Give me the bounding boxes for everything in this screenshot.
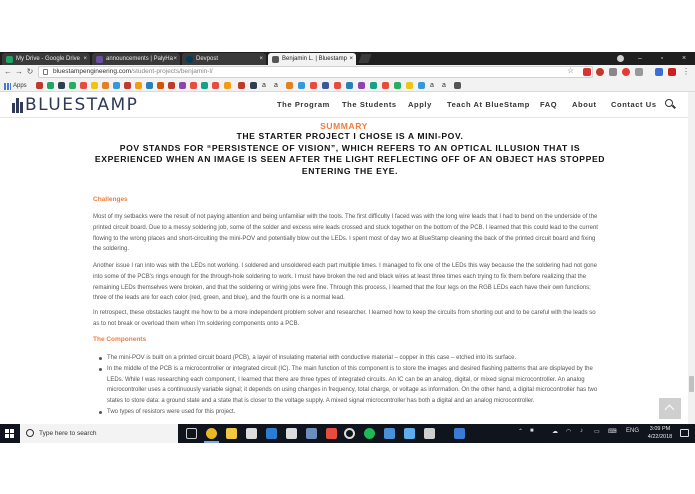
close-tab-icon[interactable]: × [349,56,353,62]
clock-time: 3:09 PM [649,426,671,432]
bookmark-icon[interactable] [310,82,317,89]
extension-icon[interactable] [655,68,663,76]
challenges-paragraph: Another issue I ran into was with the LEDs not working. I soldered and unsoldered each part multiple times. I managed to fix one of the LEDs this way because the the soldering had not gone into some of the PCB's rings enough for the through-hole soldering to work. I must have broken the red and black wires at least three times each trying to fix them before realizing that the remaining LEDs themselves were broken, and that the soldering or wiring jobs were fine. Through this process, I learned that the four legs on the RGB LEDs each have their own functions; three of the leads are for each color (red, green, and blue), and the fourth one is a normal lead. [93,263,597,302]
wifi-icon[interactable]: ◠ [566,429,572,435]
site-header [0,92,695,118]
google-drive-icon [6,56,13,63]
scrollbar-thumb[interactable] [689,376,694,392]
menu-dots-icon[interactable]: ⋮ [682,67,690,76]
bookmark-icon[interactable] [212,82,219,89]
app-icon[interactable] [454,428,465,439]
extension-icon[interactable] [583,68,591,76]
system-clock[interactable] [645,425,675,441]
nav-the-students[interactable]: The Students [342,100,397,109]
new-tab-button[interactable] [358,54,371,63]
logo-text: BLUESTAMP [25,95,139,115]
bookmark-icon[interactable] [370,82,377,89]
bookmarks-bar [0,80,695,92]
tab-bluestamp[interactable] [268,53,356,65]
minimize-button[interactable]: – [638,55,642,62]
nav-the-program[interactable]: The Program [277,100,330,109]
notifications-icon[interactable] [680,429,689,437]
close-tab-icon[interactable]: × [173,56,177,62]
search-icon[interactable] [665,99,673,107]
bookmark-icon[interactable] [80,82,87,89]
bookmark-icon[interactable] [334,82,341,89]
bookmark-amazon[interactable]: a [274,82,278,89]
bluestamp-logo[interactable] [12,96,138,114]
app-icon[interactable] [306,428,317,439]
bookmark-icon[interactable] [406,82,413,89]
bookmark-icon[interactable] [238,82,245,89]
app-icon[interactable] [326,428,337,439]
bookmark-icon[interactable] [418,82,425,89]
cortana-icon [26,429,34,437]
app-icon[interactable] [286,428,297,439]
bookmark-icon[interactable] [168,82,175,89]
bookmark-icon[interactable] [286,82,293,89]
tab-announcements[interactable] [92,53,180,65]
bookmark-icon[interactable] [146,82,153,89]
bookmark-icon[interactable] [358,82,365,89]
bookmark-icon[interactable] [454,82,461,89]
navigation-row [0,65,695,80]
bookmark-icon[interactable] [250,82,257,89]
bookmark-icon[interactable] [69,82,76,89]
nav-faq[interactable]: FAQ [540,100,558,109]
bookmark-icon[interactable] [47,82,54,89]
app-icon[interactable] [266,428,277,439]
bookmark-icon[interactable] [322,82,329,89]
list-item: The mini-POV is built on a printed circuit board (PCB), a layer of insulating material with conductive material – copper in this case – etched into its surface. [99,353,599,364]
bookmark-icon[interactable] [135,82,142,89]
bookmark-icon[interactable] [298,82,305,89]
bookmark-icon[interactable] [346,82,353,89]
bookmark-icon[interactable] [36,82,43,89]
search-placeholder: Type here to search [39,430,97,437]
summary-label: SUMMARY [320,121,368,131]
close-tab-icon[interactable]: × [83,56,87,62]
components-title: The Components [93,336,147,343]
challenges-paragraph: Most of my setbacks were the result of not paying attention and being unfamiliar with the tools. The first difficulty I faced was with the long wire leads that I had to bend on the underside of the printed circuit board. Due to a messy soldering job, some of the solder and excess wire leads crossed and stuck together on the bottom of the PCB. I learned that this could lead to the current flowing to the wrong places and short-circuiting the mini-POV and potentially blow out the LEDs. I spent most of day two at BlueStamp cleaning the back of the printed circuit board and fixing the soldering. [93,214,598,253]
headline-line: POV STANDS FOR “PERSISTENCE OF VISION”, WHICH REFERS TO AN OPTICAL ILLUSION THAT IS [119,142,581,153]
battery-icon[interactable]: ▭ [594,429,600,435]
devpost-icon [186,56,193,63]
bookmark-amazon[interactable]: a [442,82,446,89]
bluestamp-icon [272,56,279,63]
top-margin [0,0,695,52]
nav-teach[interactable]: Teach At BlueStamp [447,100,530,109]
challenges-title: Challenges [93,196,128,203]
bookmark-icon[interactable] [179,82,186,89]
list-item: In the middle of the PCB is a microcontroller or integrated circuit (IC). The main function of this component is to store the images and desired flashing patterns that are displayed by the LEDs. While I was researching each component, I learned that there are three types of integrated circuits. An IC can be an analog, digital, or mixed signal microcontroller. An analog microcontroller uses a continuously variable signal; it depends on using changes in frequency, total charge, or voltage as information. On the other hand, a digital microcontroller has two states to store data: a ground state and a state that is closer to the voltage supply. A mixed signal microcontroller has both a digital and an analog microcontroller. [99,364,599,407]
maximize-button[interactable]: ▫ [660,55,664,62]
extension-icon[interactable] [609,68,617,76]
store-icon[interactable] [246,428,257,439]
back-to-top-button[interactable] [659,398,681,419]
components-list [99,353,599,418]
article-content [0,118,688,424]
onedrive-icon[interactable]: ☁ [552,429,558,435]
headline-line: THE STARTER PROJECT I CHOSE IS A MINI-POV. [236,131,464,141]
bookmark-icon[interactable] [394,82,401,89]
summary-headline [90,131,610,177]
app-icon[interactable] [384,428,395,439]
bottom-margin [0,443,695,494]
bookmark-icon[interactable] [91,82,98,89]
nav-contact-us[interactable]: Contact Us [611,100,657,109]
tab-strip [0,52,695,65]
keyboard-icon[interactable]: ⌨ [608,429,617,435]
close-tab-icon[interactable]: × [259,56,263,62]
bookmark-icon[interactable] [124,82,131,89]
tab-devpost[interactable] [182,53,266,65]
browser-chrome [0,52,695,92]
tab-title: Benjamin L. | Bluestamp [282,56,347,62]
clock-date: 4/22/2018 [647,434,673,440]
bookmark-icon[interactable] [224,82,231,89]
logo-mark-icon [12,98,23,113]
windows-taskbar [0,424,695,443]
bookmark-amazon[interactable]: a [430,82,434,89]
lock-icon [43,69,48,75]
app-icon[interactable] [424,428,435,439]
address-path: /student-projects/benjamin-l/ [131,68,213,75]
reload-button[interactable]: ↻ [26,67,34,76]
chrome-icon[interactable] [206,428,217,439]
bookmark-icon[interactable] [157,82,164,89]
list-item: Two types of resistors were used for this project. [99,407,599,418]
extension-icon[interactable] [596,68,604,76]
tray-app-icon[interactable]: ■ [530,428,534,434]
windows-start-icon[interactable] [5,429,14,438]
tab-title: Devpost [196,56,219,62]
bookmark-icon[interactable] [58,82,65,89]
back-button[interactable]: ← [4,67,12,76]
app-icon[interactable] [404,428,415,439]
bookmark-icon[interactable] [190,82,197,89]
bookmark-icon[interactable] [102,82,109,89]
nav-apply[interactable]: Apply [408,100,432,109]
bookmark-star-icon[interactable]: ☆ [567,66,575,75]
volume-icon[interactable]: ♪ [580,428,583,434]
tray-overflow-icon[interactable]: ⌃ [518,429,524,435]
spotify-icon[interactable] [364,428,375,439]
page-scrollbar[interactable] [688,92,695,424]
bookmark-amazon[interactable]: a [262,82,266,89]
extension-icon[interactable] [635,68,643,76]
headline-line: EXPERIENCED WHEN AN IMAGE IS SEEN AFTER THE LIGHT REFLECTING OFF OF AN OBJECT HAS STOPPED [94,154,606,164]
bookmark-icon[interactable] [382,82,389,89]
address-domain: bluestampengineering.com [53,68,132,75]
task-view-icon[interactable] [186,428,197,439]
tab-google-drive[interactable] [2,53,90,65]
user-profile-icon[interactable] [617,55,624,62]
headline-line: ENTERING THE EYE. [301,165,399,176]
language-indicator[interactable]: ENG [626,428,640,434]
bookmark-icon[interactable] [113,82,120,89]
file-explorer-icon[interactable] [226,428,237,439]
close-window-button[interactable]: × [681,55,687,62]
extension-icon[interactable] [668,68,676,76]
apps-shortcut[interactable]: Apps [4,81,27,91]
forward-button[interactable]: → [15,67,23,76]
extension-icon[interactable] [622,68,630,76]
taskbar-search-box[interactable] [20,424,178,443]
tab-title: My Drive - Google Drive [16,56,81,62]
bookmark-icon[interactable] [201,82,208,89]
nav-about[interactable]: About [572,100,597,109]
palyhacks-icon [96,56,103,63]
tab-title: announcements | PalyHa [106,56,173,62]
challenges-paragraph: In retrospect, these obstacles taught me how to be a more independent problem solver and researcher. I learned how to keep the circuits from shorting out and to be careful with the leads so as to not break or overload them when I'm soldering components onto a PCB. [93,310,596,327]
app-icon[interactable] [344,428,355,439]
address-bar[interactable] [38,66,593,78]
